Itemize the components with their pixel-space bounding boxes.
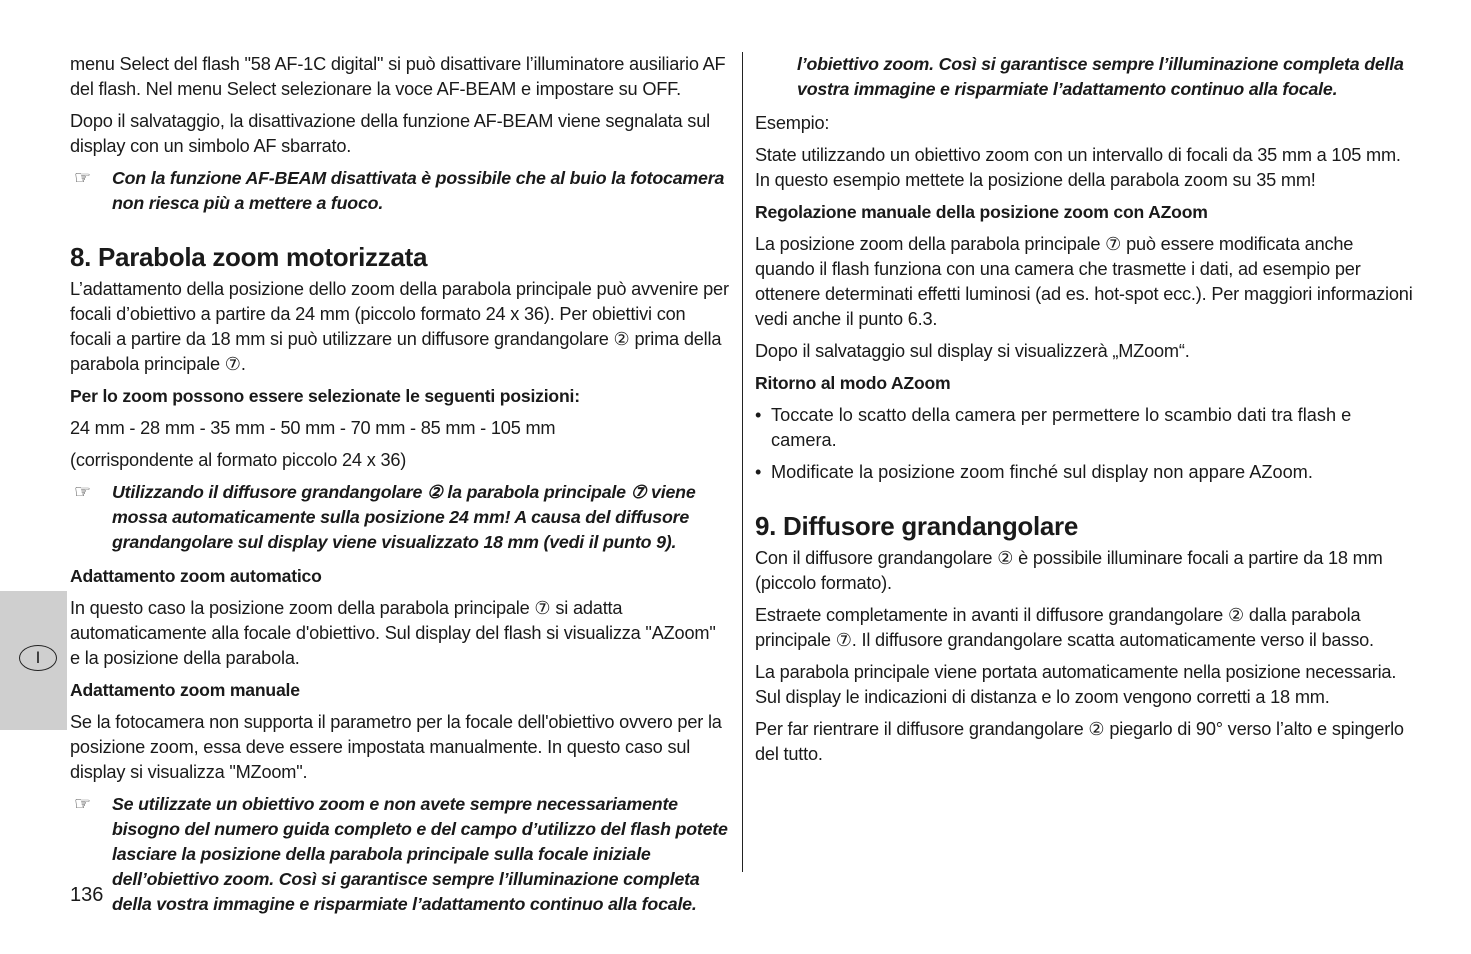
subheading: Adattamento zoom manuale	[70, 680, 300, 700]
paragraph: Con il diffusore grandangolare ② è possibile illuminare focali a partire da 18 mm (piccolo formato).	[755, 548, 1383, 593]
list-item-text: Toccate lo scatto della camera per permettere lo scambio dati tra flash e camera.	[771, 405, 1352, 450]
paragraph: Esempio:	[755, 113, 830, 133]
paragraph: In questo caso la posizione zoom della parabola principale ⑦ si adatta automaticamente alla focale d'obiettivo. Sul display del flash si visualizza "AZoom" e la posizione della parabola.	[70, 598, 716, 668]
subheading: Adattamento zoom automatico	[70, 566, 322, 586]
paragraph: Estraete completamente in avanti il diffusore grandangolare ② dalla parabola principale ⑦. Il diffusore grandangolare scatta automaticamente verso il basso.	[755, 605, 1374, 650]
pointing-hand-icon: ☞	[74, 794, 91, 815]
paragraph: menu Select del flash "58 AF-1C digital" si può disattivare l’illuminatore ausiliario AF del flash. Nel menu Select selezionare la voce AF-BEAM e impostare su OFF.	[70, 54, 726, 99]
paragraph: State utilizzando un obiettivo zoom con un intervallo di focali da 35 mm a 105 mm. In questo esempio mettete la posizione della parabola zoom su 35 mm!	[755, 145, 1401, 190]
column-divider	[742, 52, 743, 872]
pointing-hand-icon: ☞	[74, 168, 91, 189]
paragraph: 24 mm - 28 mm - 35 mm - 50 mm - 70 mm - 85 mm - 105 mm	[70, 418, 556, 438]
note-text: Se utilizzate un obiettivo zoom e non avete sempre necessariamente bisogno del numero guida completo e del campo d’utilizzo del flash potete lasciare la posizione della parabola principale sulla focale iniziale dell’obiettivo zoom. Così si garantisce sempre l’illuminazione completa della vostra immagine e risparmiate l’adattamento continuo alla focale.	[112, 794, 728, 914]
list-item-text: Modificate la posizione zoom finché sul display non appare AZoom.	[771, 462, 1313, 482]
paragraph: La parabola principale viene portata automaticamente nella posizione necessaria. Sul display le indicazioni di distanza e lo zoom vengono corretti a 18 mm.	[755, 662, 1397, 707]
page-number: 136	[70, 884, 104, 906]
paragraph: Per far rientrare il diffusore grandangolare ② piegarlo di 90° verso l’alto e spingerlo del tutto.	[755, 719, 1404, 764]
paragraph: (corrispondente al formato piccolo 24 x 36)	[70, 450, 407, 470]
paragraph: L’adattamento della posizione dello zoom della parabola principale può avvenire per focali d’obiettivo a partire da 24 mm (piccolo formato 24 x 36). Per obiettivi con focali a partire da 18 mm si può utilizzare un diffusore grandangolare ② prima della parabola principale ⑦.	[70, 279, 729, 374]
note-continuation	[755, 52, 1415, 102]
language-tab-label: I	[19, 645, 57, 671]
right-column	[755, 52, 1415, 774]
subheading: Per lo zoom possono essere selezionate le seguenti posizioni:	[70, 386, 580, 406]
note-text: Con la funzione AF-BEAM disattivata è possibile che al buio la fotocamera non riesca più a mettere a fuoco.	[112, 168, 725, 213]
note	[70, 480, 730, 555]
paragraph: Dopo il salvataggio sul display si visualizzerà „MZoom“.	[755, 341, 1190, 361]
note-text: l’obiettivo zoom. Così si garantisce sempre l’illuminazione completa della vostra immagine e risparmiate l’adattamento continuo alla focale.	[797, 54, 1404, 99]
section-heading-8: 8. Parabola zoom motorizzata	[70, 242, 428, 272]
bullet-icon: •	[755, 462, 762, 482]
section-heading-9: 9. Diffusore grandangolare	[755, 511, 1079, 541]
list-item	[755, 460, 1415, 485]
list-item	[755, 403, 1415, 453]
paragraph: La posizione zoom della parabola principale ⑦ può essere modificata anche quando il flash funziona con una camera che trasmette i dati, ad esempio per ottenere determinati effetti luminosi (ad es. hot-spot ecc.). Per maggiori informazioni vedi anche il punto 6.3.	[755, 234, 1413, 329]
pointing-hand-icon: ☞	[74, 482, 91, 503]
paragraph: Se la fotocamera non supporta il parametro per la focale dell'obiettivo ovvero per la posizione zoom, essa deve essere impostata manualmente. In questo caso sul display si visualizza "MZoom".	[70, 712, 722, 782]
subheading: Ritorno al modo AZoom	[755, 373, 951, 393]
bullet-icon: •	[755, 405, 762, 425]
note-text: Utilizzando il diffusore grandangolare ② la parabola principale ⑦ viene mossa automaticamente sulla posizione 24 mm! A causa del diffusore grandangolare sul display viene visualizzato 18 mm (vedi il punto 9).	[112, 482, 696, 552]
note	[70, 166, 730, 216]
subheading: Regolazione manuale della posizione zoom con AZoom	[755, 202, 1208, 222]
paragraph: Dopo il salvataggio, la disattivazione della funzione AF-BEAM viene segnalata sul display con un simbolo AF sbarrato.	[70, 111, 710, 156]
